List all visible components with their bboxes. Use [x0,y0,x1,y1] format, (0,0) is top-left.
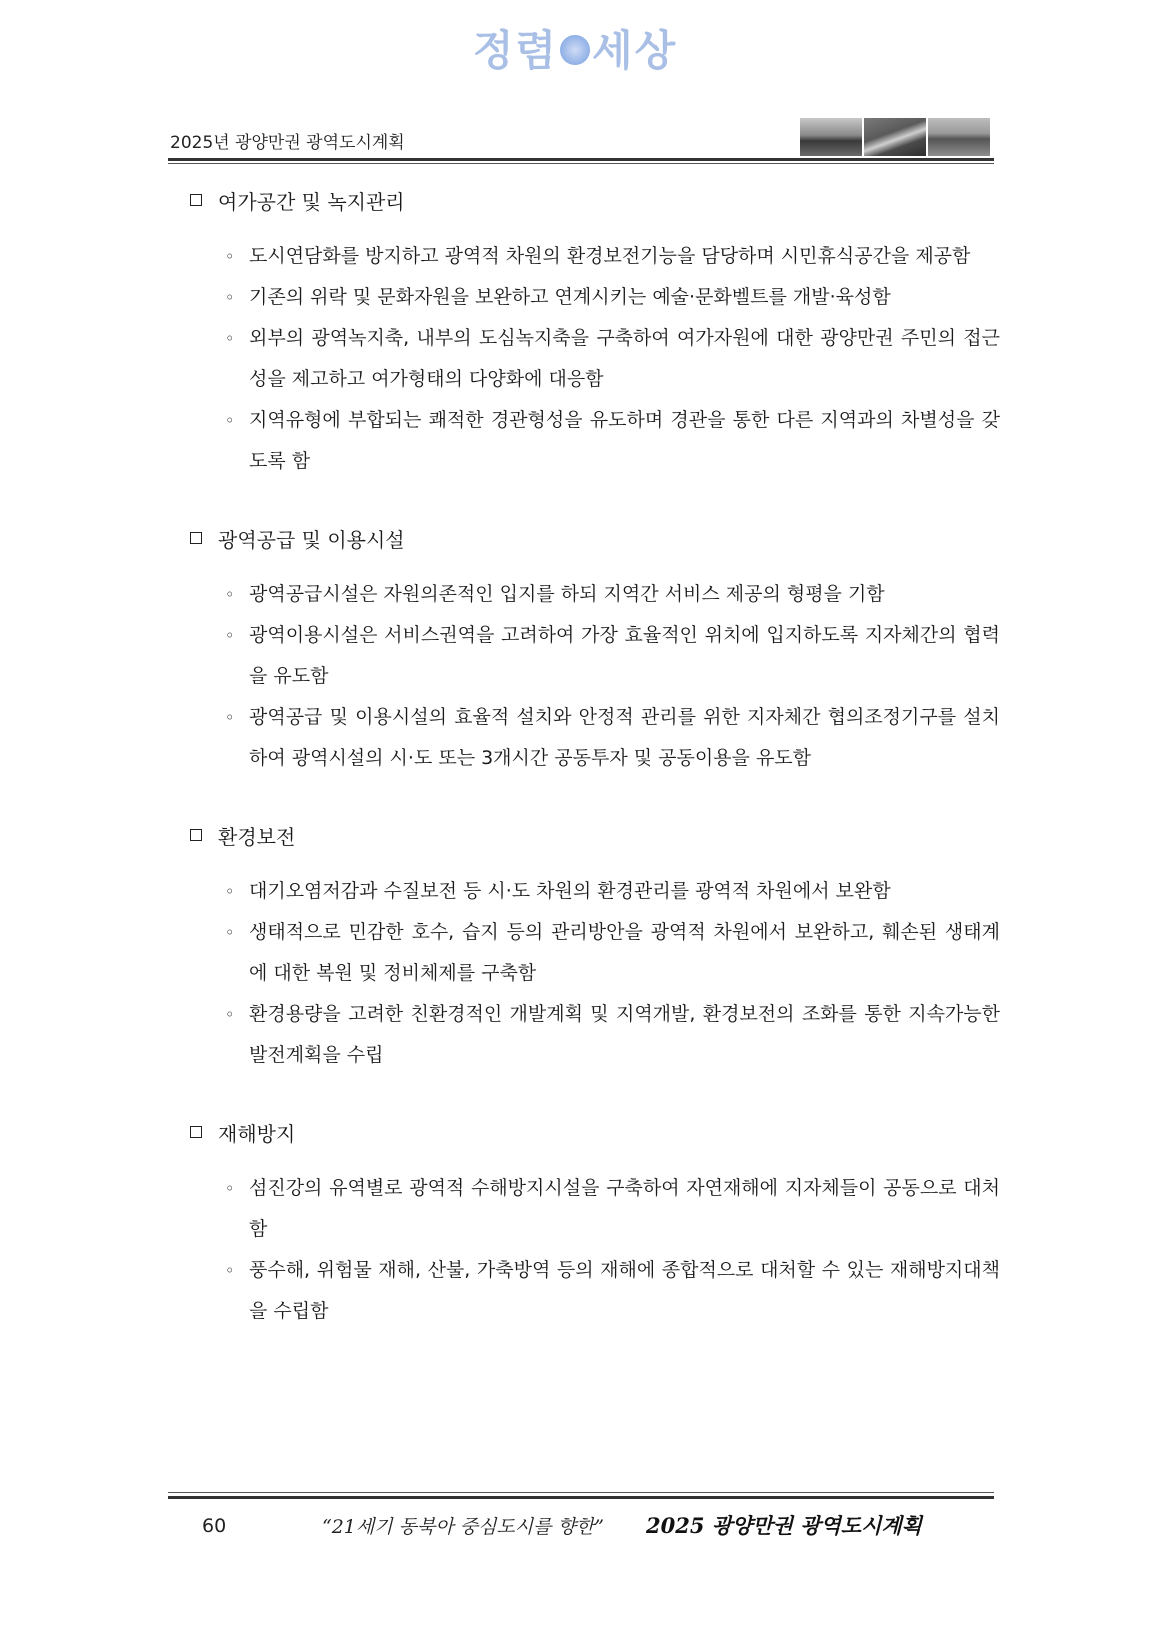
header-photo-city [928,118,990,156]
footer-rule-thick [168,1496,994,1499]
section-heading-text: 환경보전 [218,824,296,849]
list-item [225,994,1000,1076]
bullet-icon: ◦ [225,329,235,348]
section-environment [190,821,1000,1076]
bullet-icon: ◦ [225,1005,235,1024]
list-item-text: 광역공급시설은 자원의존적인 입지를 하되 지역간 서비스 제공의 형평을 기함 [249,583,885,605]
list-item [225,277,1000,318]
section-facilities [190,524,1000,779]
header-title: 2025년 광양만권 광역도시계획 [170,133,405,153]
bullet-icon: ◦ [225,708,235,727]
section-disaster [190,1118,1000,1332]
list-item-text: 외부의 광역녹지축, 내부의 도심녹지축을 구축하여 여가자원에 대한 광양만권 주민의 접근성을 제고하고 여가형태의 다양화에 대응함 [249,327,1000,390]
list-item [225,574,1000,615]
list-item [225,1250,1000,1332]
document-body [190,186,1000,1374]
section-heading [190,821,1000,849]
bullet-icon: ◦ [225,411,235,430]
section-heading-text: 여가공간 및 녹지관리 [218,189,405,214]
list-item [225,1168,1000,1250]
section-heading-text: 재해방지 [218,1121,296,1146]
footer-quote: “21세기 동북아 중심도시를 향한” [322,1516,604,1538]
checkbox-square-icon [190,829,202,841]
list-item [225,697,1000,779]
list-item [225,615,1000,697]
logo-text-right: 세상 [592,26,678,75]
logo-seal-icon [560,35,590,65]
list-item-text: 풍수해, 위험물 재해, 산불, 가축방역 등의 재해에 종합적으로 대처할 수 있는 재해방지대책을 수립함 [249,1259,1000,1322]
list-item-text: 지역유형에 부합되는 쾌적한 경관형성을 유도하며 경관을 통한 다른 지역과의 차별성을 갖도록 함 [249,409,1000,472]
page-number: 60 [202,1515,227,1537]
bullet-icon: ◦ [225,1261,235,1280]
list-item [225,912,1000,994]
list-item-text: 도시연담화를 방지하고 광역적 차원의 환경보전기능을 담당하며 시민휴식공간을 제공함 [249,245,971,267]
header-rule-thick [168,158,994,161]
section-heading-text: 광역공급 및 이용시설 [218,527,405,552]
bullet-icon: ◦ [225,626,235,645]
checkbox-square-icon [190,1126,202,1138]
checkbox-square-icon [190,194,202,206]
bullet-icon: ◦ [225,882,235,901]
list-item-text: 대기오염저감과 수질보전 등 시·도 차원의 환경관리를 광역적 차원에서 보완함 [249,880,891,902]
section-heading [190,186,1000,214]
header-photo-landscape [800,118,862,156]
list-item-text: 기존의 위락 및 문화자원을 보완하고 연계시키는 예술·문화벨트를 개발·육성함 [249,286,891,308]
section-heading [190,1118,1000,1146]
list-item-text: 광역공급 및 이용시설의 효율적 설치와 안정적 관리를 위한 지자체간 협의조정기구를 설치하여 광역시설의 시·도 또는 3개시간 공동투자 및 공동이용을 유도함 [249,706,1000,769]
bullet-icon: ◦ [225,1179,235,1198]
header-rule-thin [168,163,994,164]
list-item-text: 섬진강의 유역별로 광역적 수해방지시설을 구축하여 자연재해에 지자체들이 공동으로 대처함 [249,1177,1000,1240]
footer-title: 2025 광양만권 광역도시계획 [646,1513,922,1538]
bullet-icon: ◦ [225,288,235,307]
bullet-icon: ◦ [225,923,235,942]
section-leisure [190,186,1000,482]
bullet-icon: ◦ [225,247,235,266]
list-item-text: 환경용량을 고려한 친환경적인 개발계획 및 지역개발, 환경보전의 조화를 통한 지속가능한 발전계획을 수립 [249,1003,1000,1066]
logo [0,18,1150,78]
list-item [225,318,1000,400]
header-photo-river [864,118,926,156]
footer-rule-thin [168,1492,994,1493]
list-item [225,236,1000,277]
section-heading [190,524,1000,552]
list-item [225,400,1000,482]
list-item-text: 생태적으로 민감한 호수, 습지 등의 관리방안을 광역적 차원에서 보완하고, 훼손된 생태계에 대한 복원 및 정비체제를 구축함 [249,921,1000,984]
bullet-icon: ◦ [225,585,235,604]
list-item-text: 광역이용시설은 서비스권역을 고려하여 가장 효율적인 위치에 입지하도록 지자체간의 협력을 유도함 [249,624,1000,687]
header-photos [800,118,990,156]
list-item [225,871,1000,912]
logo-text-left: 정렴 [472,26,558,75]
checkbox-square-icon [190,532,202,544]
